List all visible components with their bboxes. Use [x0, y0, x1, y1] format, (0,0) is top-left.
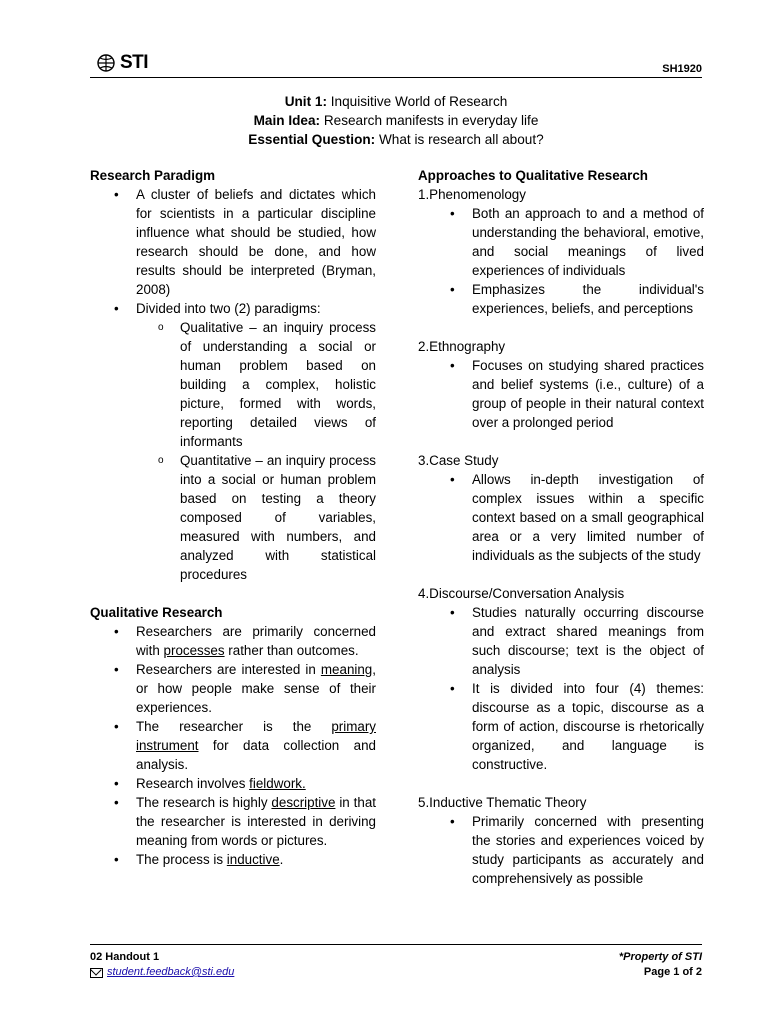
- approach-bullets: [418, 603, 704, 774]
- left-column: [90, 166, 376, 869]
- paradigm-list: [90, 185, 376, 318]
- text: , or how people make sense of their experiences.: [136, 662, 376, 715]
- logo-text: STI: [120, 52, 149, 73]
- text: Research involves: [136, 776, 250, 791]
- main-idea-line: [90, 111, 702, 130]
- approach-name: Discourse/Conversation Analysis: [429, 586, 625, 601]
- approach-name: Ethnography: [429, 339, 506, 354]
- list-item: • Studies naturally occurring discourse and extract shared meanings from such discourse; text is the object of analysis: [418, 603, 704, 679]
- text: in that the researcher is interested in deriving meaning from words or pictures.: [136, 795, 376, 848]
- text: The researcher is the: [136, 719, 332, 734]
- approach-bullets: [418, 356, 704, 432]
- main-idea-label: Main Idea:: [253, 113, 321, 128]
- emphasis: fieldwork.: [249, 776, 306, 791]
- list-item: • Allows in-depth investigation of complex issues within a specific context based on a small geographical area or a very limited number of individuals as the subjects of the study: [418, 470, 704, 565]
- document-code: SH1920: [662, 63, 702, 75]
- unit-label: Unit 1:: [284, 94, 327, 109]
- text: The research is highly: [136, 795, 272, 810]
- list-item: [90, 660, 376, 717]
- unit-value: Inquisitive World of Research: [326, 94, 508, 109]
- approach-title: [418, 187, 526, 202]
- text: for data collection and analysis.: [136, 738, 376, 772]
- mail-icon: [90, 968, 103, 978]
- approach-title: [418, 339, 505, 354]
- approach-case-study: [418, 451, 704, 565]
- approach-name: Case Study: [429, 453, 499, 468]
- essential-question-value: What is research all about?: [375, 132, 544, 147]
- footer-right: [619, 950, 702, 980]
- list-item-text: Divided into two (2) paradigms:: [136, 301, 321, 316]
- page-number: Page 1 of 2: [643, 966, 702, 978]
- list-item: • Focuses on studying shared practices and belief systems (i.e., culture) of a group of people in their natural context over a prolonged period: [418, 356, 704, 432]
- list-item: [90, 850, 376, 869]
- paradigm-sublist: [90, 318, 376, 584]
- property-notice: *Property of STI: [618, 951, 702, 963]
- essential-question-label: Essential Question:: [248, 132, 376, 147]
- sublist-item-qualitative: o Qualitative – an inquiry process of understanding a social or human problem based on building a complex, holistic picture, formed with words, reporting detailed views of informants: [90, 318, 376, 451]
- qualitative-list: [90, 622, 376, 869]
- right-column: [418, 166, 704, 888]
- approaches-heading: Approaches to Qualitative Research: [418, 168, 648, 183]
- text: Researchers are interested in: [136, 662, 321, 677]
- list-item: • Both an approach to and a method of understanding the behavioral, emotive, and social meanings of lived experiences of individuals: [418, 204, 704, 280]
- list-item: [90, 774, 376, 793]
- approach-title: [418, 453, 498, 468]
- emphasis: meaning: [320, 662, 373, 677]
- approach-number: 5.: [418, 795, 430, 810]
- essential-question-line: [90, 130, 702, 149]
- research-paradigm-heading: Research Paradigm: [90, 168, 216, 183]
- globe-icon: [96, 53, 118, 73]
- approach-name: Inductive Thematic Theory: [429, 795, 587, 810]
- list-item: • A cluster of beliefs and dictates which for scientists in a particular discipline influence what should be studied, how research should be done, and how results should be interpreted (Bryman, 2008): [90, 185, 376, 299]
- emphasis: primary instrument: [136, 719, 376, 753]
- approach-bullets: [418, 204, 704, 318]
- approach-title: [418, 795, 586, 810]
- footer-left: [90, 950, 234, 980]
- handout-label: 02 Handout 1: [90, 951, 160, 963]
- approach-inductive-thematic-theory: [418, 793, 704, 888]
- qualitative-research-heading: Qualitative Research: [90, 605, 223, 620]
- approach-title: [418, 586, 624, 601]
- text: rather than outcomes.: [224, 643, 359, 658]
- approach-number: 1.: [418, 187, 430, 202]
- list-item: • Primarily concerned with presenting the stories and experiences voiced by study participants as accurately and comprehensively as possible: [418, 812, 704, 888]
- approach-ethnography: [418, 337, 704, 432]
- sti-logo: [96, 52, 148, 74]
- footer-divider: [90, 944, 702, 945]
- list-item: [90, 793, 376, 850]
- approach-bullets: [418, 812, 704, 888]
- text: .: [279, 852, 284, 867]
- list-item: [90, 622, 376, 660]
- unit-line: [90, 92, 702, 111]
- list-item: • Emphasizes the individual's experiences, beliefs, and perceptions: [418, 280, 704, 318]
- header-divider: [90, 77, 702, 78]
- main-idea-value: Research manifests in everyday life: [320, 113, 539, 128]
- list-item: [90, 717, 376, 774]
- list-item: [90, 299, 376, 318]
- approach-number: 3.: [418, 453, 430, 468]
- approach-bullets: [418, 470, 704, 565]
- approach-number: 4.: [418, 586, 430, 601]
- unit-summary: [90, 92, 702, 149]
- list-item: • It is divided into four (4) themes: discourse as a topic, discourse as a form of action, discourse is rhetorically organized, and language is constructive.: [418, 679, 704, 774]
- approach-name: Phenomenology: [429, 187, 526, 202]
- email-row: [90, 965, 234, 980]
- approach-number: 2.: [418, 339, 430, 354]
- emphasis: processes: [163, 643, 225, 658]
- approach-discourse-analysis: [418, 584, 704, 774]
- emphasis: descriptive: [271, 795, 336, 810]
- text: Researchers are primarily concerned with: [136, 624, 376, 658]
- sublist-item-quantitative: o Quantitative – an inquiry process into a social or human problem based on testing a theory composed of variables, measured with numbers, and analyzed with statistical procedures: [90, 451, 376, 584]
- emphasis: inductive: [226, 852, 280, 867]
- approach-phenomenology: [418, 185, 704, 318]
- text: The process is: [136, 852, 227, 867]
- feedback-email-link[interactable]: student.feedback@sti.edu: [107, 966, 235, 978]
